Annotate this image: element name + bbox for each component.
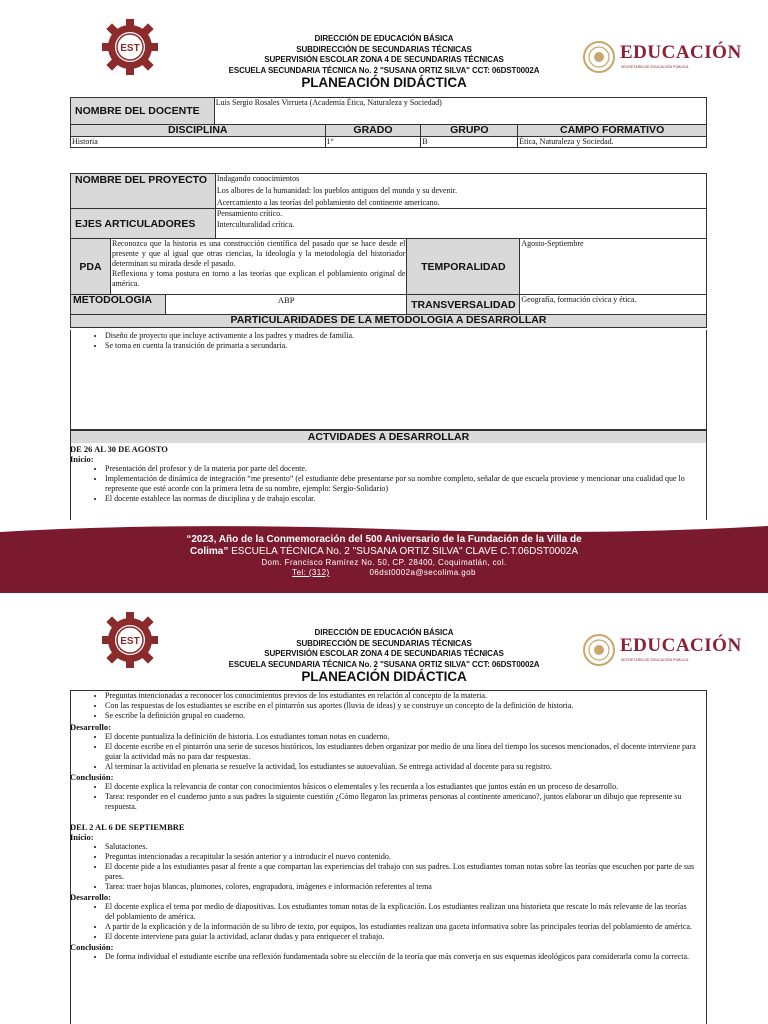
seal-text: EST bbox=[120, 636, 140, 647]
activity-item: • Presentación del profesor y de la materia por parte del docente. bbox=[105, 464, 692, 474]
activity-item: • Salutaciones. bbox=[105, 842, 696, 852]
banner-line-1: “2023, Año de la Conmemoración del 500 Aniversario de la Fundación de la Villa de bbox=[186, 534, 582, 545]
banner-colima: Colima” bbox=[190, 546, 229, 557]
banner-address: Dom. Francisco Ramírez No. 50, CP. 28400, Coquimatlán, col. bbox=[261, 558, 507, 567]
ejes-label: EJES ARTICULADORES bbox=[71, 209, 216, 239]
header-line-1: DIRECCIÓN DE EDUCACIÓN BÁSICA bbox=[314, 628, 454, 637]
grado-value: 1° bbox=[325, 137, 421, 148]
pda-text-2: Reflexiona y toma postura en torno a las teorías que explican el poblamiento original de américa. bbox=[111, 269, 406, 288]
week-1-title: DE 26 AL 30 DE AGOSTO bbox=[70, 444, 168, 454]
banner-email[interactable]: 06dst0002a@secolima.gob bbox=[369, 568, 476, 577]
logo-subtitle: SECRETARÍA DE EDUCACIÓN PÚBLICA bbox=[621, 658, 689, 662]
week-2-title: DEL 2 AL 6 DE SEPTIEMBRE bbox=[70, 822, 185, 832]
campo-header: CAMPO FORMATIVO bbox=[518, 125, 707, 137]
logo-subtitle: SECRETARÍA DE EDUCACIÓN PÚBLICA bbox=[621, 65, 689, 69]
header-line-3: SUPERVISIÓN ESCOLAR ZONA 4 DE SECUNDARIAS TÉCNICAS bbox=[264, 649, 504, 658]
desarrollo-label: Desarrollo: bbox=[70, 892, 111, 902]
header-block bbox=[0, 628, 768, 684]
metodologia-label: METODOLOGÍA bbox=[71, 295, 166, 315]
activity-item: • Tarea: traer hojas blancas, plumones, colores, engrapadora, imágenes e información referentes al tema bbox=[105, 882, 696, 892]
header-line-4: ESCUELA SECUNDARIA TÉCNICA No. 2 "SUSANA ORTIZ SILVA" CCT: 06DST0002A bbox=[228, 65, 540, 75]
grupo-value: B bbox=[421, 137, 518, 148]
activity-item: • Tarea: responder en el cuaderno junto a sus padres la siguiente cuestión ¿Cómo llegaron las primeras personas al continente americano?, juntos elaborar un dibujo que represente su respuesta. bbox=[105, 792, 696, 812]
actividades-heading: ACTVIDADES A DESARROLLAR bbox=[71, 431, 706, 443]
grado-header: GRADO bbox=[325, 125, 421, 137]
banner-contact bbox=[0, 568, 768, 578]
pda-label: PDA bbox=[71, 239, 111, 295]
particularidades-box bbox=[70, 330, 707, 430]
desarrollo-label: Desarrollo: bbox=[70, 722, 111, 732]
page-title: PLANEACIÓN DIDÁCTICA bbox=[301, 75, 467, 90]
proyecto-line: Los albores de la humanidad: los pueblos antiguos del mundo y su devenir. bbox=[216, 186, 458, 195]
ejes-line: Pensamiento crítico. bbox=[216, 209, 283, 218]
banner-tel: Tel: (312) bbox=[292, 568, 330, 577]
inicio-label: Inicio: bbox=[70, 454, 94, 464]
activity-item: • De forma individual el estudiante escribe una reflexión fundamentada sobre su elección de la teoría que más converja en sus esquemas ideológicos para considerarla como la correcta. bbox=[105, 952, 696, 962]
activity-item: • A partir de la explicación y de la información de su libro de texto, por equipos, los estudiantes realizan una gaceta informativa sobre las principales teorías del poblamiento de américa. bbox=[105, 922, 696, 932]
project-table bbox=[70, 173, 707, 328]
conclusion-label: Conclusión: bbox=[70, 772, 114, 782]
particularidades-heading: PARTICULARIDADES DE LA METODOLOGÍA A DESARROLLAR bbox=[71, 315, 707, 328]
metodologia-value: ABP bbox=[165, 295, 406, 315]
disciplina-header: DISCIPLINA bbox=[71, 125, 326, 137]
activity-item: • El docente escribe en el pintarrón una serie de sucesos históricos, los estudiantes deben organizar por medio de una línea del tiempo los sucesos mencionados, el docente interviene para guiar la actividad más no para dar respuestas. bbox=[105, 742, 696, 762]
particularidad-item: • Se toma en cuenta la transición de primaria a secundaria. bbox=[105, 341, 706, 351]
docente-value: Luis Sergio Rosales Virrueta (Academia Ética, Naturaleza y Sociedad) bbox=[214, 98, 706, 125]
actividades-heading-box bbox=[70, 430, 707, 443]
grupo-header: GRUPO bbox=[421, 125, 518, 137]
conclusion-label: Conclusión: bbox=[70, 942, 114, 952]
activity-item: • Al terminar la actividad en plenaria se resuelve la actividad, los estudiantes se autoevalúan. Se entrega actividad al docente para su registro. bbox=[105, 762, 696, 772]
seal-text: EST bbox=[120, 43, 140, 54]
page-title: PLANEACIÓN DIDÁCTICA bbox=[301, 669, 467, 684]
proyecto-line: Acercamiento a las teorías del poblamiento del continente americano. bbox=[216, 198, 440, 207]
temporalidad-label: TEMPORALIDAD bbox=[407, 239, 520, 295]
particularidad-item: • Diseño de proyecto que incluye activamente a los padres y madres de familia. bbox=[105, 331, 706, 341]
proyecto-label: NOMBRE DEL PROYECTO bbox=[71, 174, 216, 209]
header-line-4: ESCUELA SECUNDARIA TÉCNICA No. 2 "SUSANA ORTIZ SILVA" CCT: 06DST0002A bbox=[228, 659, 540, 669]
activity-item: • Implementación de dinámica de integración “me presento” (el estudiante debe presentarse por su nombre completo, señalar de que escuela proviene y mencionar una cualidad que lo represente que esté acorde con la primera letra de su nombre, ejemplo: Sergio-Solidario) bbox=[105, 474, 692, 494]
transversalidad-value: Geografía, formación cívica y ética. bbox=[520, 295, 707, 315]
header-line-2: SUBDIRECCIÓN DE SECUNDARIAS TÉCNICAS bbox=[296, 44, 472, 54]
disciplina-value: Historia bbox=[71, 137, 326, 148]
logo-title: EDUCACIÓN bbox=[620, 42, 742, 63]
footer-banner bbox=[0, 520, 768, 593]
activity-item: • Preguntas intencionadas a reconocer los conocimientos previos de los estudiantes en relación al concepto de la materia. bbox=[105, 691, 696, 701]
inicio-label: Inicio: bbox=[70, 832, 94, 842]
banner-school: ESCUELA TÉCNICA No. 2 "SUSANA ORTIZ SILVA" CLAVE C.T.06DST0002A bbox=[228, 546, 578, 557]
docente-table bbox=[70, 97, 707, 148]
activity-item: • Preguntas intencionadas a recapitular la sesión anterior y a introducir el nuevo contenido. bbox=[105, 852, 696, 862]
activity-item: • El docente explica la relevancia de contar con conocimientos básicos o elementales y les recuerda a los estudiantes que juntos están en un proceso de desarrollo. bbox=[105, 782, 696, 792]
proyecto-line: Indagando conocimientos bbox=[216, 174, 300, 183]
pda-text-1: Reconozca que la historia es una construcción científica del pasado que se hace desde el presente y que al igual que otras ciencias, la ideología y la metodología del historiador determinan su mirada desde el pasado. bbox=[111, 239, 406, 268]
activity-item: • El docente puntualiza la definición de historia. Los estudiantes toman notas en cuaderno. bbox=[105, 732, 696, 742]
logo-title: EDUCACIÓN bbox=[620, 635, 742, 656]
actividades-box bbox=[70, 443, 707, 520]
page-2 bbox=[0, 593, 768, 1024]
docente-label: NOMBRE DEL DOCENTE bbox=[71, 98, 215, 125]
header-line-2: SUBDIRECCIÓN DE SECUNDARIAS TÉCNICAS bbox=[296, 638, 472, 648]
ejes-line: Interculturalidad crítica. bbox=[216, 220, 295, 229]
activity-item: • El docente pide a los estudiantes pasar al frente a que compartan las experiencias del trabajo con sus padres. Los estudiantes toman notas sobre las teorías que escuchen por parte de sus pares. bbox=[105, 862, 696, 882]
activity-item: • Se escribe la definición grupal en cuaderno. bbox=[105, 711, 696, 721]
header-line-3: SUPERVISIÓN ESCOLAR ZONA 4 DE SECUNDARIAS TÉCNICAS bbox=[264, 55, 504, 64]
temporalidad-value: Agosto-Septiembre bbox=[520, 239, 707, 295]
activity-item: • El docente interviene para guiar la actividad, aclarar dudas y para enriquecer el trabajo. bbox=[105, 932, 696, 942]
actividades-continuation-box bbox=[70, 690, 707, 1024]
header-block bbox=[0, 34, 768, 90]
activity-item: • Con las respuestas de los estudiantes se escribe en el pintarrón sus aportes (lluvia de ideas) y se construye un concepto de la definición de historia. bbox=[105, 701, 696, 711]
banner-line-2 bbox=[0, 546, 768, 558]
activity-item: • El docente explica el tema por medio de diapositivas. Los estudiantes toman notas de la explicación. Los estudiantes realizan una historieta que rescate lo más relevante de las teorías del poblamiento de américa. bbox=[105, 902, 696, 922]
campo-value: Ética, Naturaleza y Sociedad. bbox=[518, 137, 707, 148]
header-line-1: DIRECCIÓN DE EDUCACIÓN BÁSICA bbox=[314, 34, 454, 43]
transversalidad-label: TRANSVERSALIDAD bbox=[407, 295, 520, 315]
activity-item: • El docente establece las normas de disciplina y de trabajo escolar. bbox=[105, 494, 692, 504]
